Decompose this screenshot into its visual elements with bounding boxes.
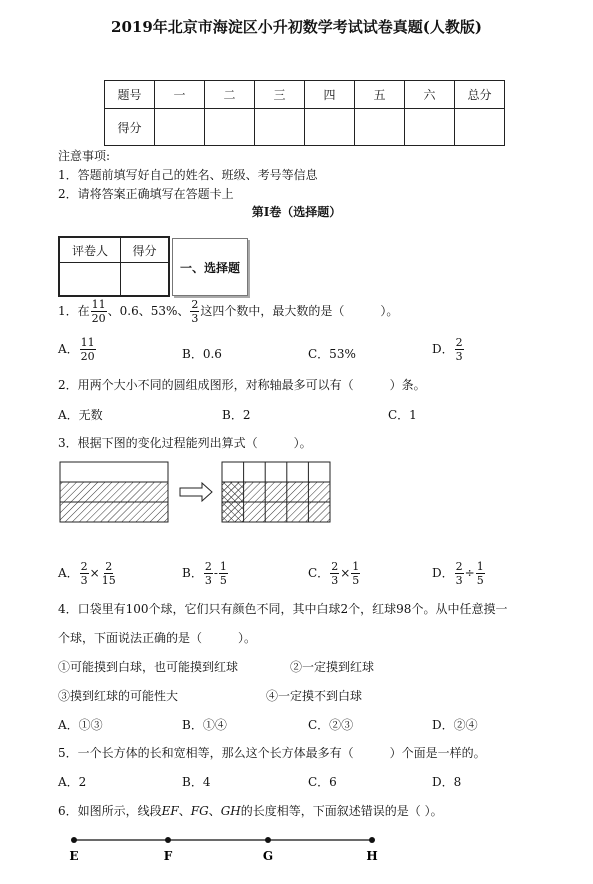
q5-option-d[interactable]: D．8 xyxy=(432,775,462,789)
score-header-cell: 四 xyxy=(305,81,355,109)
notes-item: 2．请将答案正确填写在答题卡上 xyxy=(58,187,234,201)
label-f: F xyxy=(163,849,173,863)
point-f xyxy=(165,837,171,843)
q5-option-c[interactable]: C．6 xyxy=(308,775,337,789)
q3-option-a[interactable]: A． $\frac{2}{3}$ × $\frac{2}{15}$ xyxy=(58,560,116,587)
segment-gh: GH xyxy=(220,804,241,818)
question-3: 3．根据下图的变化过程能列出算式（ ）。 xyxy=(58,436,312,450)
left-rectangle xyxy=(60,462,168,522)
q4-option-a[interactable]: A．①③ xyxy=(58,718,103,732)
score-cell[interactable] xyxy=(405,109,455,146)
section-title: 一、选择题 xyxy=(172,238,248,296)
q3-option-c[interactable]: C． $\frac{2}{3}$ × $\frac{1}{5}$ xyxy=(308,560,360,587)
score-header-cell: 总分 xyxy=(455,81,505,109)
score-cell[interactable] xyxy=(255,109,305,146)
score-cell[interactable] xyxy=(305,109,355,146)
score-row-label: 得分 xyxy=(105,109,155,146)
notes-heading: 注意事项: xyxy=(58,149,111,163)
q1-option-a[interactable]: A． $\frac{11}{20}$ xyxy=(58,336,95,363)
q4-statement: ③摸到红球的可能性大 xyxy=(58,689,179,703)
question-5: 5．一个长方体的长和宽相等，那么这个长方体最多有（ ）个面是一样的。 xyxy=(58,746,486,760)
score-header-cell: 五 xyxy=(355,81,405,109)
q5-option-a[interactable]: A．2 xyxy=(58,775,87,789)
q1-suffix: 这四个数中，最大数的是（ ）。 xyxy=(200,304,399,318)
q4-option-d[interactable]: D．②④ xyxy=(432,718,478,732)
q4-option-c[interactable]: C．②③ xyxy=(308,718,354,732)
grader-score-cell[interactable] xyxy=(121,263,170,297)
score-table xyxy=(104,80,505,146)
score-header-cell: 六 xyxy=(405,81,455,109)
question-4-line-1: 4．口袋里有100个球，它们只有颜色不同，其中白球2个，红球98个。从中任意摸一 xyxy=(58,602,508,616)
score-cell[interactable] xyxy=(455,109,505,146)
grader-table xyxy=(58,236,170,297)
q3-option-b[interactable]: B． $\frac{2}{3}$ - $\frac{1}{5}$ xyxy=(182,560,227,587)
q1-option-b[interactable]: B．0.6 xyxy=(182,347,222,361)
point-h xyxy=(369,837,375,843)
score-header-cell: 三 xyxy=(255,81,305,109)
label-e: E xyxy=(69,849,79,863)
q2-option-a[interactable]: A．无数 xyxy=(58,408,103,422)
q4-statement: ①可能摸到白球，也可能摸到红球 xyxy=(58,660,239,674)
point-g xyxy=(265,837,271,843)
q1-mid: 、0.6、53%、 xyxy=(107,304,190,318)
q2-option-c[interactable]: C．1 xyxy=(388,408,417,422)
q3-diagram xyxy=(58,458,338,526)
line-segment-diagram xyxy=(60,828,390,868)
arrow-icon xyxy=(180,483,212,501)
q1-prefix: 1．在 xyxy=(58,304,90,318)
score-cell[interactable] xyxy=(205,109,255,146)
score-table-header-row xyxy=(105,81,505,109)
question-4-line-2: 个球，下面说法正确的是（ ）。 xyxy=(58,631,257,645)
grader-label: 评卷人 xyxy=(59,237,121,263)
page-title: 2019年北京市海淀区小升初数学考试试卷真题(人教版) xyxy=(111,18,482,36)
segment-ef: EF xyxy=(161,804,179,818)
q3-option-d[interactable]: D． $\frac{2}{3}$ ÷ $\frac{1}{5}$ xyxy=(432,560,484,587)
notes-item: 1．答题前填写好自己的姓名、班级、考号等信息 xyxy=(58,168,318,182)
q1-option-d[interactable]: D． $\frac{2}{3}$ xyxy=(432,336,463,363)
label-g: G xyxy=(262,849,274,863)
question-1 xyxy=(58,298,398,325)
question-6: 6．如图所示，线段EF、FG、GH的长度相等，下面叙述错误的是（ ）。 xyxy=(58,804,443,818)
score-cell[interactable] xyxy=(155,109,205,146)
q4-option-b[interactable]: B．①④ xyxy=(182,718,227,732)
q4-statement: ④一定摸不到白球 xyxy=(266,689,363,703)
score-cell[interactable] xyxy=(355,109,405,146)
fraction: $\frac{2}{3}$ xyxy=(191,298,199,325)
score-label: 得分 xyxy=(121,237,170,263)
grader-cell[interactable] xyxy=(59,263,121,297)
part-title: 第Ⅰ卷（选择题） xyxy=(251,205,342,219)
right-rectangle xyxy=(222,462,330,522)
q2-option-b[interactable]: B．2 xyxy=(222,408,251,422)
label-h: H xyxy=(366,849,378,863)
fraction: $\frac{11}{20}$ xyxy=(91,298,106,325)
q5-option-b[interactable]: B．4 xyxy=(182,775,211,789)
score-header-cell: 题号 xyxy=(105,81,155,109)
q1-option-c[interactable]: C．53% xyxy=(308,347,356,361)
score-table-row xyxy=(105,109,505,146)
segment-fg: FG xyxy=(190,804,209,818)
score-header-cell: 二 xyxy=(205,81,255,109)
question-2: 2．用两个大小不同的圆组成图形，对称轴最多可以有（ ）条。 xyxy=(58,378,426,392)
q4-statement: ②一定摸到红球 xyxy=(290,660,375,674)
point-e xyxy=(71,837,77,843)
score-header-cell: 一 xyxy=(155,81,205,109)
